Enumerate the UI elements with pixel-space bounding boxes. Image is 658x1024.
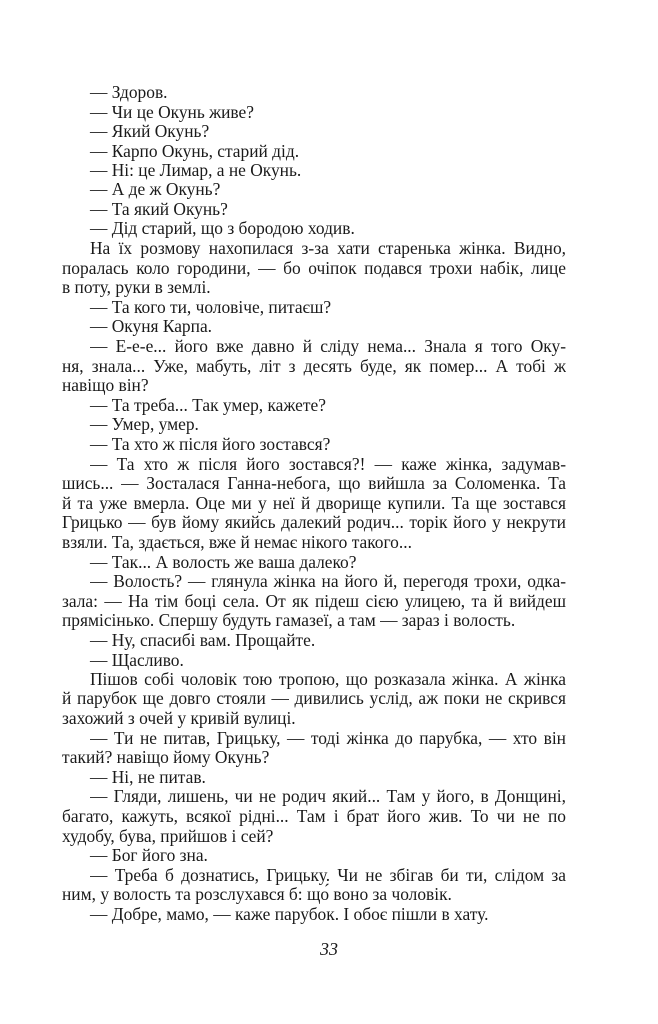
text-line: — Щасливо. [90,650,184,670]
text-line: шись... — Зосталася Ганна-небога, що вийшла за Соломенка. Та [62,473,566,493]
text-line: й та уже вмерла. Оце ми у неї й дворище купили. Та ще зостався [62,493,566,513]
text-line: — Та хто ж після його зостався?! — каже жінка, задумав- [90,454,566,474]
text-line: взяли. Та, здається, вже й немає нікого такого... [62,532,412,552]
text-line: — Та хто ж після його зостався? [90,434,331,454]
text-line: — Ні, не питав. [90,767,206,787]
text-line: Пішов собі чоловік тою тропою, що розказала жінка. А жінка [90,669,566,689]
text-line: — Умер, умер. [90,414,199,434]
text-line: — Здоров. [90,82,168,102]
text-line: — Ти не питав, Грицьку, — тоді жінка до парубка, — хто він [90,728,566,748]
text-line: — Чи це Окунь живе? [90,102,254,122]
text-line: — Та кого ти, чоловіче, питаєш? [90,297,332,317]
text-line: в поту, руки в землі. [62,277,211,297]
text-line: — Та треба... Так умер, кажете? [90,395,326,415]
text-line: — Бог його зна. [90,845,208,865]
text-line: поралась коло городини, — бо очіпок подався трохи набік, лице [62,258,566,278]
text-line: — Гляди, лишень, чи не родич який... Там у його, в Донщині, [90,786,566,806]
text-line: ним, у волость та розслухався б: що́ воно за чоловік. [62,884,452,904]
text-line: — Треба б дознатись, Грицьку. Чи не збігав би ти, слідом за [90,865,566,885]
text-line: такий? навіщо йому Окунь? [62,747,270,767]
page-number: 33 [320,939,338,959]
text-line: прямісінько. Спершу будуть гамазеї, а там — зараз і волость. [62,610,516,630]
text-line: зала: — На тім боці села. От як підеш сією улицею, та й вийдеш [62,591,566,611]
text-line: — Ну, спасибі вам. Прощайте. [90,630,316,650]
text-line: — Ні: це Лимар, а не Окунь. [90,160,302,180]
text-line: — Окуня Карпа. [90,316,213,336]
text-line: — Волость? — глянула жінка на його й, перегодя трохи, одка- [90,571,566,591]
text-line: — Який Окунь? [90,121,210,141]
text-line: захожий з очей у кривій вулиці. [62,708,296,728]
text-line: худобу, бува, прийшов і сей? [62,826,274,846]
text-line: багато, кажуть, всякої рідні... Там і брат його жив. То чи не по [62,806,566,826]
text-line: — Дід старий, що з бородою ходив. [90,218,355,238]
text-line: — Е-е-е... його вже давно й сліду нема... Знала я того Оку- [90,336,566,356]
text-line: ня, знала... Уже, мабуть, літ з десять буде, як помер... А тобі ж [62,356,566,376]
text-line: навіщо він? [62,375,149,395]
text-line: — Та який Окунь? [90,199,228,219]
text-line: — А де ж Окунь? [90,179,221,199]
text-line: Грицько — був йому якийсь далекий родич... торік його у некрути [62,512,566,532]
text-line: На їх розмову нахопилася з-за хати старенька жінка. Видно, [90,238,566,258]
text-line: — Так... А волость же ваша далеко? [90,552,357,572]
text-line: — Добре, мамо, — каже парубок. І обоє пішли в хату. [90,904,489,924]
text-line: й парубок ще довго стояли — дивились услід, аж поки не скрився [62,688,566,708]
text-line: — Карпо Окунь, старий дід. [90,141,300,161]
